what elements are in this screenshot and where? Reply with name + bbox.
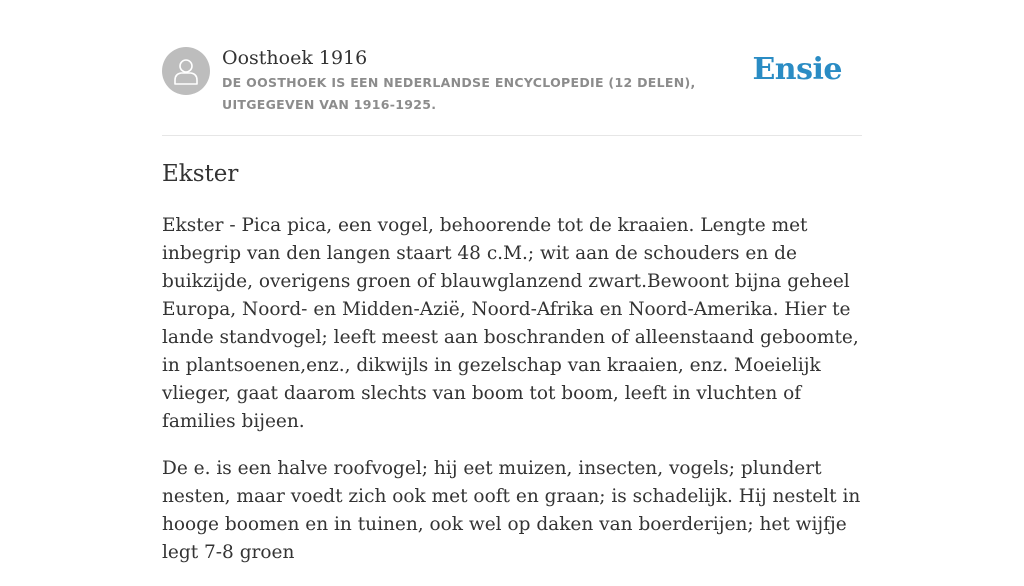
source-header: [162, 0, 862, 136]
source-avatar[interactable]: [162, 47, 210, 95]
entry-body: [162, 212, 862, 586]
entry-paragraph: Ekster - Pica pica, een vogel, behoorende tot de kraaien. Lengte met inbegrip van den langen staart 48 c.M.; wit aan de schouders en de buikzijde, overigens groen of blauwglanzend zwart.Bewoont bijna geheel Europa, Noord- en Midden-Azië, Noord-Afrika en Noord-Amerika. Hier te lande standvogel; leeft meest aan boschranden of alleenstaand geboomte, in plantsoenen,enz., dikwijls in gezelschap van kraaien, enz. Moeielijk vlieger, gaat daarom slechts van boom tot boom, leeft in vluchten of families bijeen.: [162, 215, 859, 432]
brand-logo[interactable]: Ensie: [752, 52, 842, 87]
entry-title: Ekster: [162, 161, 239, 187]
user-icon: [172, 56, 200, 86]
source-title[interactable]: Oosthoek 1916: [222, 47, 368, 69]
entry-paragraph: De e. is een halve roofvogel; hij eet muizen, insecten, vogels; plundert nesten, maar voedt zich ook met ooft en graan; is schadelijk. Hij nestelt in hooge boomen en in tuinen, ook wel op daken van boerderijen; het wijfje legt 7-8 groen: [162, 458, 861, 563]
page: [162, 0, 862, 563]
source-description: DE OOSTHOEK IS EEN NEDERLANDSE ENCYCLOPEDIE (12 DELEN), UITGEGEVEN VAN 1916-1925.: [222, 75, 696, 112]
